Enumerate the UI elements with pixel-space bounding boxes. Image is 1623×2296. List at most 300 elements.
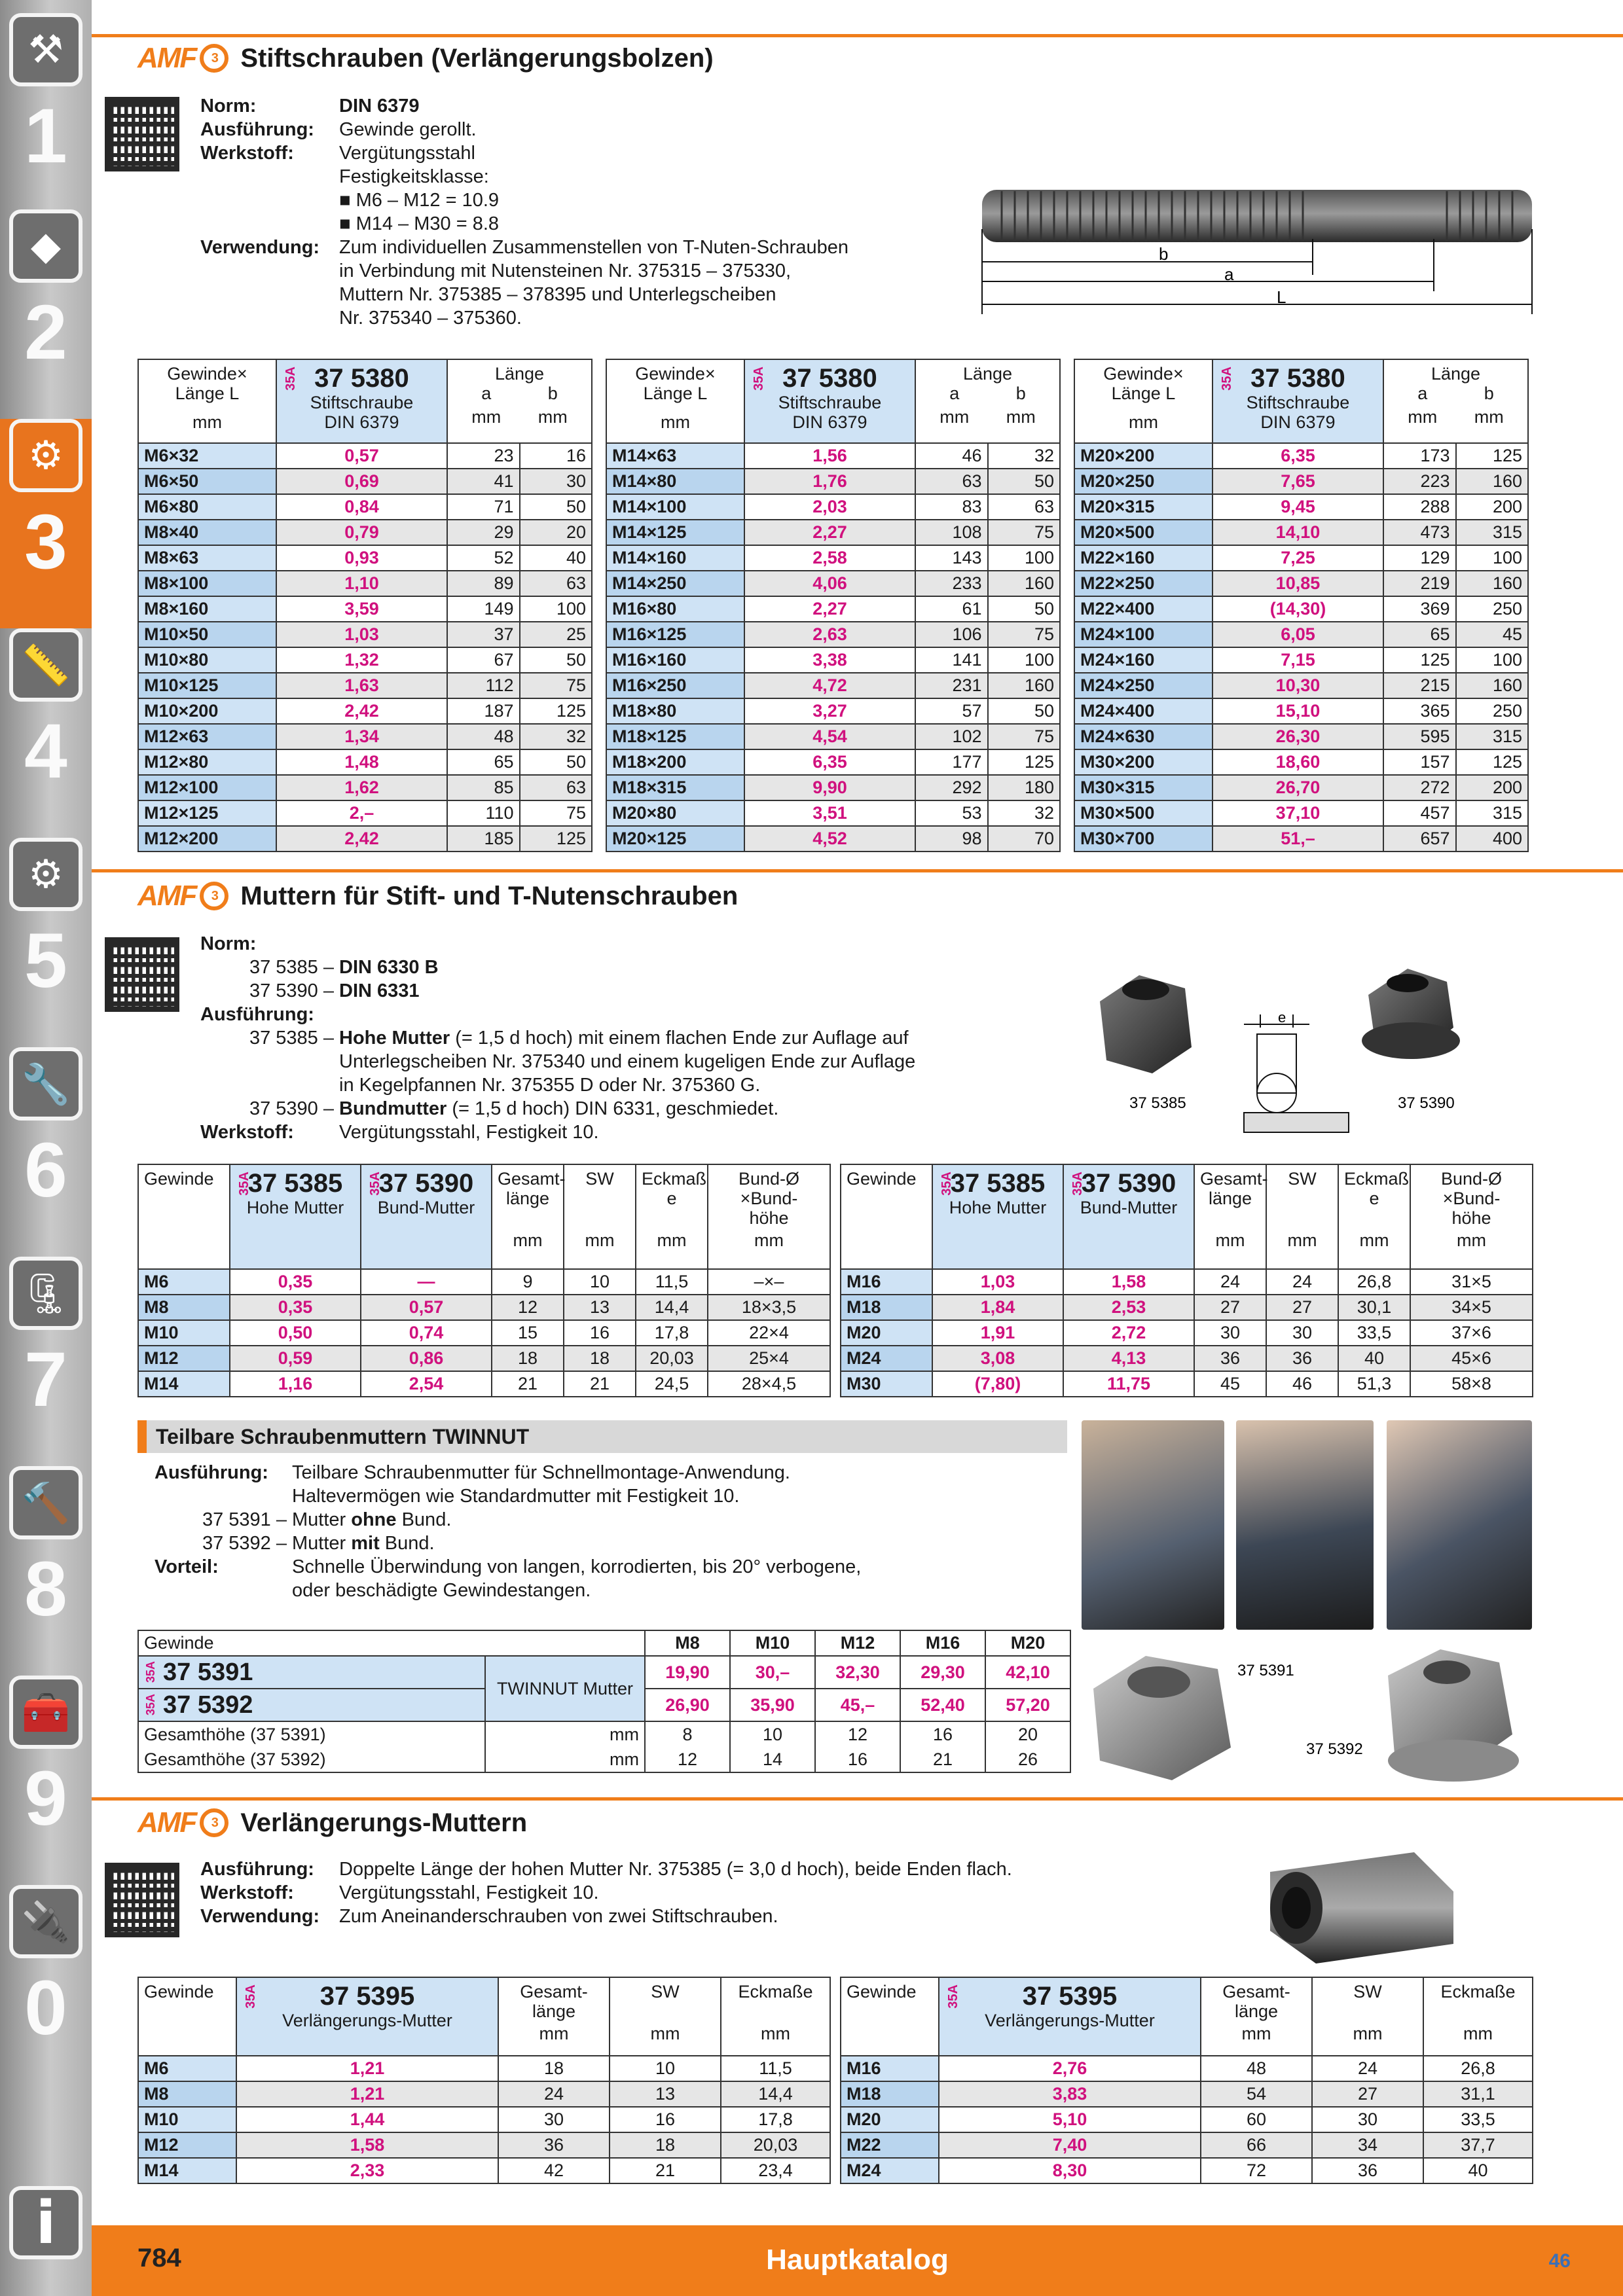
article-header [932, 1164, 1063, 1269]
article-number: 37 5385 [247, 1169, 343, 1198]
article-number: 37 5380 [314, 364, 409, 393]
dimension: 50 [520, 647, 593, 673]
table-row [138, 673, 592, 698]
price: 15,10 [1213, 698, 1383, 724]
chapter-tab-6[interactable] [0, 1047, 92, 1257]
article-desc: DIN 6379 [792, 412, 867, 432]
twinnut-images [1087, 1636, 1545, 1793]
thread-size: M20×200 [1074, 443, 1213, 469]
article-header [744, 359, 915, 443]
article-desc: Stiftschraube [778, 393, 882, 412]
section-header [137, 1806, 527, 1839]
dimension: 58×8 [1410, 1371, 1533, 1397]
thread-size: M6×50 [138, 469, 276, 494]
qr-code-icon[interactable] [105, 97, 179, 171]
dimension: 16 [520, 443, 593, 469]
dimension: 75 [988, 622, 1061, 647]
dimension: 21 [610, 2158, 721, 2183]
dimension: 219 [1383, 571, 1455, 596]
header-a: a [481, 384, 492, 403]
dimension: 30 [1312, 2107, 1423, 2132]
price: 1,10 [276, 571, 447, 596]
header-text: SW [651, 1982, 680, 2001]
price: 2,42 [276, 826, 447, 852]
dimension: 48 [1201, 2056, 1312, 2081]
article-desc: Verlängerungs-Mutter [282, 2011, 452, 2030]
table-row [606, 596, 1060, 622]
price: 0,93 [276, 545, 447, 571]
price: 37,10 [1213, 800, 1383, 826]
dimension: 315 [1456, 520, 1529, 545]
table-row [606, 443, 1060, 469]
table-row [138, 545, 592, 571]
table-row [606, 800, 1060, 826]
dimension: 25 [520, 622, 593, 647]
article-header [236, 1977, 498, 2056]
price: 9,90 [744, 775, 915, 800]
dimension: 10 [610, 2056, 721, 2081]
header-text: ×Bund- [740, 1189, 798, 1208]
dimension: 98 [915, 826, 987, 852]
thread-size: M10×200 [138, 698, 276, 724]
chapter-tab-8[interactable] [0, 1466, 92, 1676]
dimension: 50 [988, 698, 1061, 724]
thread-size: M22×400 [1074, 596, 1213, 622]
unit-label: mm [1128, 412, 1158, 432]
dimension: 215 [1383, 673, 1455, 698]
chapter-number: 1 [24, 93, 67, 179]
table-row [138, 469, 592, 494]
price: 29,30 [900, 1656, 985, 1689]
dimension: 180 [988, 775, 1061, 800]
header-b: b [547, 384, 558, 403]
dimension: 31,1 [1423, 2081, 1533, 2107]
catalog-tag: 35A [368, 1172, 382, 1196]
dimension: 30 [498, 2107, 610, 2132]
thread-size: M16 [841, 2056, 939, 2081]
chapter-tab-0[interactable] [0, 1885, 92, 2094]
price: 1,34 [276, 724, 447, 749]
dimension: 100 [1456, 545, 1529, 571]
table-row [606, 545, 1060, 571]
dimension: 125 [1383, 647, 1455, 673]
unit-label: mm [1463, 2024, 1493, 2043]
dimension: 32 [988, 800, 1061, 826]
price: 1,32 [276, 647, 447, 673]
header-a: a [949, 384, 960, 403]
catalog-tag: 35A [1070, 1172, 1085, 1196]
price: 0,84 [276, 494, 447, 520]
thread-size: M24×400 [1074, 698, 1213, 724]
price: 2,33 [236, 2158, 498, 2183]
dimension: 37 [447, 622, 519, 647]
table-row [138, 520, 592, 545]
dimension: 10 [730, 1721, 815, 1747]
price: 5,10 [939, 2107, 1201, 2132]
thread-size: M8×160 [138, 596, 276, 622]
qr-code-icon[interactable] [105, 937, 179, 1012]
dimension: 110 [447, 800, 519, 826]
size-header: M8 [645, 1630, 730, 1656]
unit-label: mm [1408, 407, 1438, 427]
header-text: e [1369, 1189, 1379, 1208]
chapter-tab-9[interactable] [0, 1676, 92, 1885]
price: 6,35 [1213, 443, 1383, 469]
dimension: 160 [988, 673, 1061, 698]
header-text: Eckmaß [642, 1169, 707, 1189]
table-row [138, 647, 592, 673]
height-row [138, 1747, 1070, 1772]
dimension: 16 [900, 1721, 985, 1747]
dimension: 250 [1456, 698, 1529, 724]
catalog-tag: 35A [946, 1984, 960, 2009]
price: 7,15 [1213, 647, 1383, 673]
dimension: 53 [915, 800, 987, 826]
dimension: 66 [1201, 2132, 1312, 2158]
chapter-icon: 🗜 [9, 1257, 82, 1330]
dimension: 100 [988, 647, 1061, 673]
dimension: 36 [1312, 2158, 1423, 2183]
size-header: M16 [900, 1630, 985, 1656]
price: 2,53 [1063, 1295, 1194, 1320]
header-text: höhe [1451, 1208, 1491, 1228]
dimension: 34×5 [1410, 1295, 1533, 1320]
catalog-tag: 35A [244, 1984, 258, 2009]
header-text: Bund-Ø [738, 1169, 800, 1189]
dimension: 37×6 [1410, 1320, 1533, 1346]
height-label: Gesamthöhe (37 5391) [138, 1721, 485, 1747]
dimension: 89 [447, 571, 519, 596]
chapter-tab-2[interactable] [0, 209, 92, 419]
thread-size: M20 [841, 2107, 939, 2132]
twinnut-table [137, 1630, 1071, 1773]
thread-size: M22×160 [1074, 545, 1213, 571]
dimension: 143 [915, 545, 987, 571]
page-ref: 46 [1548, 2250, 1571, 2272]
header-text: Gesamt- [498, 1169, 566, 1189]
dimension: 63 [520, 775, 593, 800]
article-number: 37 5380 [1250, 364, 1345, 393]
nut-images [1093, 962, 1460, 1152]
table-row [1074, 673, 1528, 698]
price-table [606, 359, 1061, 852]
section-title: Verlängerungs-Muttern [240, 1808, 528, 1837]
dimension: 26 [985, 1747, 1070, 1772]
extension-nut-table [840, 1977, 1533, 2184]
chapter-number: 7 [24, 1336, 67, 1423]
table-row [841, 1320, 1533, 1346]
section-header [137, 42, 714, 75]
twinnut-photo-3 [1387, 1420, 1532, 1630]
header-bund [1410, 1164, 1533, 1269]
price: 0,59 [230, 1346, 361, 1371]
thread-size: M20×80 [606, 800, 744, 826]
table-row [138, 800, 592, 826]
article-header [1213, 359, 1383, 443]
chapter-number: 6 [24, 1127, 67, 1213]
catalog-tag: 35A [237, 1172, 251, 1196]
price: 0,35 [230, 1295, 361, 1320]
chapter-tab-5[interactable] [0, 838, 92, 1047]
thread-size: M24×250 [1074, 673, 1213, 698]
dimension: 36 [1266, 1346, 1338, 1371]
chapter-icon: 🧰 [9, 1676, 82, 1749]
table-row [1074, 800, 1528, 826]
header-text: ×Bund- [1442, 1189, 1501, 1208]
catalog-tag: 35A [1219, 367, 1234, 391]
image-label-375390: 37 5390 [1398, 1094, 1455, 1112]
thread-size: M8 [138, 1295, 230, 1320]
price: 0,35 [230, 1269, 361, 1295]
price: 51,– [1213, 826, 1383, 852]
amf-logo: AMF 3 [137, 42, 228, 75]
catalog-tag: 35A [283, 367, 298, 391]
table-row [1074, 443, 1528, 469]
dim-a-label: a [1224, 264, 1234, 284]
dimension: 21 [900, 1747, 985, 1772]
thread-size: M12×63 [138, 724, 276, 749]
thread-size: M24×100 [1074, 622, 1213, 647]
price: 1,91 [932, 1320, 1063, 1346]
table-row [841, 2132, 1533, 2158]
chapter-tab-1[interactable] [0, 13, 92, 223]
price-table [137, 359, 593, 852]
dimension: 125 [520, 826, 593, 852]
dimension: 129 [1383, 545, 1455, 571]
unit-label: mm [538, 407, 568, 427]
thread-size: M20×125 [606, 826, 744, 852]
table-row [606, 826, 1060, 852]
unit-label: mm [1287, 1230, 1317, 1250]
dimension: 8 [645, 1721, 730, 1747]
header-gewinde [606, 359, 744, 443]
thread-size: M10×50 [138, 622, 276, 647]
thread-size: M12×200 [138, 826, 276, 852]
thread-size: M30 [841, 1371, 932, 1397]
price: 0,57 [361, 1295, 492, 1320]
header-b: b [1015, 384, 1026, 403]
dimension: 365 [1383, 698, 1455, 724]
price: 19,90 [645, 1656, 730, 1689]
dimension: 250 [1456, 596, 1529, 622]
thread-size: M16×125 [606, 622, 744, 647]
page-footer [92, 2225, 1623, 2296]
table-row [138, 1371, 830, 1397]
dimension: 24,5 [636, 1371, 708, 1397]
dimension: 36 [1194, 1346, 1266, 1371]
table-row [138, 596, 592, 622]
height-label: Gesamthöhe (37 5392) [138, 1747, 485, 1772]
dimension: 112 [447, 673, 519, 698]
table-row [606, 494, 1060, 520]
table-row [138, 494, 592, 520]
table-row [606, 571, 1060, 596]
dimension: 30 [520, 469, 593, 494]
unit-label: mm [1474, 407, 1504, 427]
dimension: 48 [447, 724, 519, 749]
thread-size: M14 [138, 1371, 230, 1397]
extension-nut-image [1257, 1846, 1467, 1970]
thread-size: M20×500 [1074, 520, 1213, 545]
dimension: 369 [1383, 596, 1455, 622]
table-row [138, 1320, 830, 1346]
price: 35,90 [730, 1689, 815, 1721]
table-row [138, 698, 592, 724]
dimension: 315 [1456, 724, 1529, 749]
thread-size: M6×32 [138, 443, 276, 469]
dimension: 83 [915, 494, 987, 520]
amf-logo: AMF 3 [137, 1806, 228, 1839]
thread-size: M18×200 [606, 749, 744, 775]
article-header [230, 1164, 361, 1269]
thread-size: M6×80 [138, 494, 276, 520]
chapter-tab-4[interactable] [0, 628, 92, 838]
dimension: 595 [1383, 724, 1455, 749]
dimension: 125 [520, 698, 593, 724]
header-gewinde: Gewinde [138, 1164, 230, 1269]
thread-size: M14 [138, 2158, 236, 2183]
thread-size: M20×250 [1074, 469, 1213, 494]
header-text: Länge L [643, 384, 708, 403]
header-length [447, 359, 592, 443]
unit-label: mm [1457, 1230, 1486, 1250]
thread-size: M6 [138, 2056, 236, 2081]
thread-size: M10×125 [138, 673, 276, 698]
dimension: 288 [1383, 494, 1455, 520]
price: 3,51 [744, 800, 915, 826]
table-row [606, 469, 1060, 494]
price: 11,75 [1063, 1371, 1194, 1397]
unit-label: mm [485, 1721, 645, 1747]
price: 4,72 [744, 673, 915, 698]
price: 1,16 [230, 1371, 361, 1397]
chapter-icon: ⚙ [9, 419, 82, 492]
table-row [841, 2081, 1533, 2107]
thread-size: M30×700 [1074, 826, 1213, 852]
table-row [841, 2107, 1533, 2132]
thread-size: M14×160 [606, 545, 744, 571]
price: 4,13 [1063, 1346, 1194, 1371]
dimension: 12 [492, 1295, 564, 1320]
dimension: 51,3 [1338, 1371, 1410, 1397]
table-row [841, 1346, 1533, 1371]
price: 1,44 [236, 2107, 498, 2132]
table-row [1074, 826, 1528, 852]
dimension: 28×4,5 [708, 1371, 830, 1397]
header-length [492, 1164, 564, 1269]
price-table [1074, 359, 1529, 852]
thread-size: M12×80 [138, 749, 276, 775]
header-text: Eckmaße [738, 1982, 813, 2001]
price: 2,54 [361, 1371, 492, 1397]
dimension: 34 [1312, 2132, 1423, 2158]
dimension: 36 [498, 2132, 610, 2158]
article-cell [138, 1689, 485, 1721]
table-row [841, 1295, 1533, 1320]
article-desc: Stiftschraube [310, 393, 414, 412]
nut-table [840, 1164, 1533, 1397]
price: 3,59 [276, 596, 447, 622]
article-desc: Hohe Mutter [246, 1198, 344, 1217]
table-row [1074, 724, 1528, 749]
header-sw [564, 1164, 636, 1269]
header-gewinde: Gewinde [138, 1977, 236, 2056]
dimension: 32 [520, 724, 593, 749]
price: 2,42 [276, 698, 447, 724]
table-row [138, 571, 592, 596]
dimension: 292 [915, 775, 987, 800]
price: 26,70 [1213, 775, 1383, 800]
price: 6,05 [1213, 622, 1383, 647]
thread-size: M14×80 [606, 469, 744, 494]
unit-label: mm [1215, 1230, 1245, 1250]
dimension: 14,4 [636, 1295, 708, 1320]
dimension: 108 [915, 520, 987, 545]
header-sw [610, 1977, 721, 2056]
table-row [138, 2107, 830, 2132]
dimension: 16 [564, 1320, 636, 1346]
price: 1,21 [236, 2056, 498, 2081]
article-number: 37 5390 [378, 1169, 474, 1198]
amf-logo: AMF 3 [137, 880, 228, 912]
header-text: Länge L [1111, 384, 1176, 403]
dimension: 160 [1456, 673, 1529, 698]
product-spec: Norm: 37 5385 – DIN 6330 B 37 5390 – DIN 6331 Ausführung: 37 5385 – Hohe Mutter (= 1,5 d hoch) mit einem flachen Ende zur Auflage auf Unterlegscheiben Nr. 375340 und einem kugeligen Ende zur Auflage in Kegelpfannen Nr. 375355 D oder Nr. 375360 G. 37 5390 – Bundmutter (= 1,5 d hoch) DIN 6331, geschmiedet. Werkstoff: Vergütungsstahl, Festigkeit 10. [200, 933, 916, 1143]
dimension: 40 [1423, 2158, 1533, 2183]
price: 0,86 [361, 1346, 492, 1371]
dimension: 29 [447, 520, 519, 545]
chapter-icon: 🔨 [9, 1466, 82, 1539]
product-spec: Ausführung: Doppelte Länge der hohen Mutter Nr. 375385 (= 3,0 d hoch), beide Enden flach. Werkstoff: Vergütungsstahl, Festigkeit 10. Verwendung: Zum Aneinanderschrauben von zwei Stiftschrauben. [200, 1859, 1012, 1927]
price: 26,90 [645, 1689, 730, 1721]
qr-code-icon[interactable] [105, 1863, 179, 1937]
dimension: 200 [1456, 494, 1529, 520]
chapter-tab-i[interactable] [0, 2094, 92, 2296]
dimension: 33,5 [1338, 1320, 1410, 1346]
chapter-icon: ⚙ [9, 838, 82, 911]
header-length [1383, 359, 1528, 443]
thread-size: M18 [841, 2081, 939, 2107]
product-spec: Norm: DIN 6379 Ausführung: Gewinde gerollt. Werkstoff: Vergütungsstahl Festigkeitsklasse: ■ M6 – M12 = 10.9 ■ M14 – M30 = 8.8 Verwendung: Zum individuellen Zusammenstellen von T-Nuten-Schrauben in Verbindung mit Nutensteinen Nr. 375315 – 375330, Muttern Nr. 375385 – 378395 und Unterlegscheiben Nr. 375340 – 375360. [200, 96, 849, 329]
dimension: 22×4 [708, 1320, 830, 1346]
dimension: 85 [447, 775, 519, 800]
thread-size: M14×250 [606, 571, 744, 596]
header-text: Gesamt- [1222, 1982, 1290, 2001]
price: 1,63 [276, 673, 447, 698]
dim-b-label: b [1159, 244, 1169, 264]
dimension: 100 [1456, 647, 1529, 673]
thread-size: M16×160 [606, 647, 744, 673]
dimension: 20,03 [721, 2132, 830, 2158]
table-row [841, 2158, 1533, 2183]
dimension: 16 [815, 1747, 900, 1772]
article-header [361, 1164, 492, 1269]
dimension: 40 [520, 545, 593, 571]
dimension: 60 [1201, 2107, 1312, 2132]
dimension: 9 [492, 1269, 564, 1295]
chapter-tab-3[interactable] [0, 419, 92, 628]
dimension: 100 [988, 545, 1061, 571]
chapter-tab-7[interactable] [0, 1257, 92, 1466]
dimension: 125 [988, 749, 1061, 775]
article-cell [138, 1656, 485, 1689]
price: 3,38 [744, 647, 915, 673]
price: 10,30 [1213, 673, 1383, 698]
thread-size: M16×80 [606, 596, 744, 622]
price: 6,35 [744, 749, 915, 775]
header-gewinde: Gewinde [841, 1977, 939, 2056]
thread-size: M24 [841, 2158, 939, 2183]
